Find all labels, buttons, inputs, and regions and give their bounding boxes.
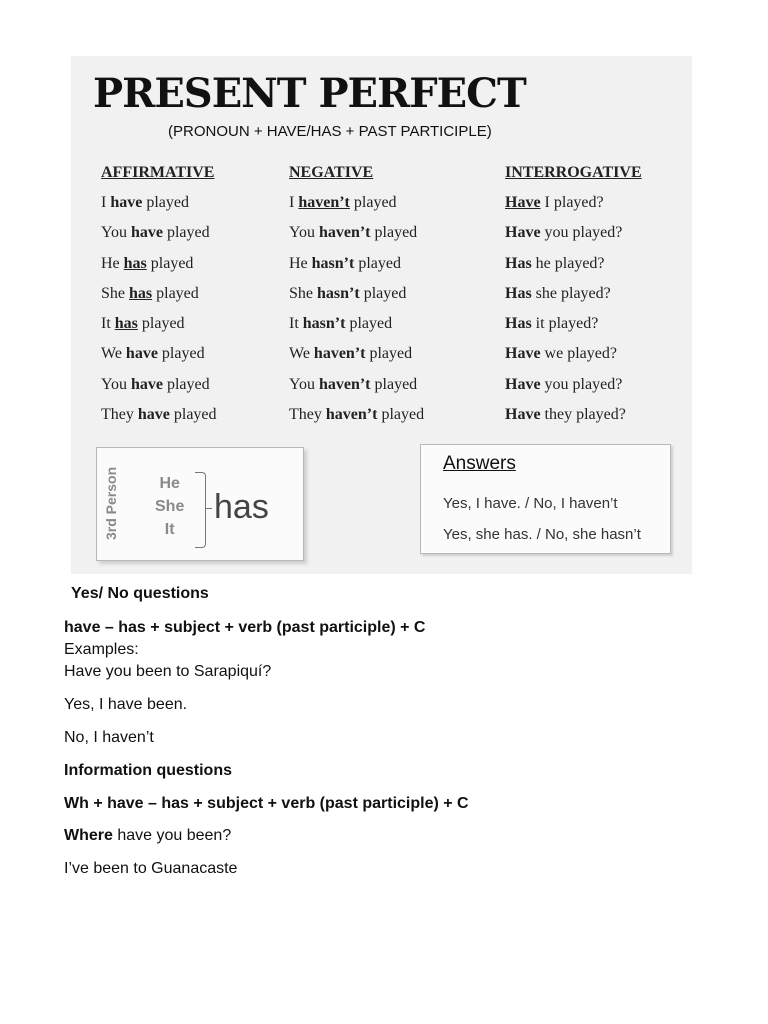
subject-text: They (101, 406, 138, 424)
chart-formula: (PRONOUN + HAVE/HAS + PAST PARTICIPLE) (168, 123, 492, 140)
rest-text: played (162, 224, 210, 242)
subject-text: You (101, 224, 131, 242)
rest-text: played (162, 375, 210, 393)
present-perfect-chart (71, 56, 692, 574)
third-person-label: 3rd Person (103, 466, 119, 540)
answers-box (420, 444, 671, 554)
verb-text: haven’t (313, 345, 366, 363)
rest-text: he played? (531, 254, 605, 272)
info-questions-heading: Information questions (64, 762, 232, 779)
subject-text: You (289, 224, 319, 242)
rest-text: played (359, 284, 407, 302)
negative-row (289, 405, 424, 435)
pronoun-she: She (155, 498, 185, 515)
verb-text: have (130, 224, 163, 242)
interrogative-row (505, 254, 642, 284)
affirmative-column (101, 163, 217, 435)
rest-text: I played? (540, 194, 604, 211)
subject-text: She (289, 284, 317, 302)
third-person-verb: has (214, 488, 269, 526)
verb-text: Has (505, 315, 532, 333)
rest-text: played (157, 345, 205, 363)
subject-text: It (101, 315, 115, 333)
subject-text: I (101, 194, 111, 211)
negative-column (289, 163, 424, 435)
rest-text: they played? (540, 406, 626, 424)
subject-text: They (289, 406, 326, 424)
rest-text: played (146, 254, 194, 272)
interrogative-row (505, 344, 642, 374)
answer-line-1: Yes, I have. / No, I haven’t (443, 495, 618, 512)
affirmative-row (101, 193, 217, 223)
verb-text: Have (505, 375, 541, 393)
example-no-answer: No, I haven’t (64, 729, 154, 746)
verb-text: have (110, 194, 143, 211)
yes-no-formula-main: have – has + subject + verb (past participle) + (64, 619, 414, 636)
verb-text: hasn’t (317, 284, 360, 302)
where-word: Where (64, 827, 113, 844)
example-yes-answer: Yes, I have been. (64, 696, 188, 713)
interrogative-row (505, 223, 642, 253)
verb-text: Has (505, 254, 532, 272)
examples-label: Examples: (64, 641, 139, 658)
rest-text: played (345, 315, 393, 333)
negative-header: NEGATIVE (289, 164, 374, 181)
verb-text: Have (505, 194, 541, 211)
subject-text: I (289, 194, 299, 211)
negative-row (289, 375, 424, 405)
chart-title: PRESENT PERFECT (93, 70, 526, 117)
subject-text: He (101, 254, 124, 272)
verb-text: have (125, 345, 158, 363)
where-answer: I’ve been to Guanacaste (64, 860, 238, 877)
interrogative-row (505, 375, 642, 405)
verb-text: has (114, 315, 138, 333)
third-person-box (96, 447, 304, 561)
interrogative-row (505, 193, 642, 223)
affirmative-row (101, 344, 217, 374)
rest-text: played (354, 254, 401, 272)
rest-text: played (370, 375, 418, 393)
rest-text: played (365, 345, 413, 363)
verb-text: Has (505, 284, 532, 302)
negative-row (289, 193, 424, 223)
verb-text: has (123, 254, 147, 272)
bracket-tick (206, 508, 212, 509)
subject-text: You (289, 375, 319, 393)
subject-text: She (101, 284, 129, 302)
interrogative-row (505, 314, 642, 344)
verb-text: have (137, 406, 170, 424)
third-person-pronouns (155, 472, 184, 541)
rest-text: it played? (531, 315, 599, 333)
subject-text: You (101, 375, 131, 393)
subject-text: It (289, 315, 303, 333)
affirmative-row (101, 375, 217, 405)
example-question: Have you been to Sarapiquí? (64, 663, 272, 680)
affirmative-row (101, 284, 217, 314)
where-rest: have you been? (112, 827, 232, 844)
answers-title: Answers (443, 453, 516, 474)
affirmative-row (101, 223, 217, 253)
verb-text: has (129, 284, 153, 302)
info-formula: Wh + have – has + subject + verb (past participle) + C (64, 795, 469, 812)
rest-text: she played? (531, 284, 611, 302)
yes-no-heading: Yes/ No questions (71, 585, 209, 602)
subject-text: He (289, 254, 312, 272)
pronoun-it: It (164, 521, 175, 538)
rest-text: played (142, 194, 189, 211)
rest-text: you played? (540, 224, 623, 242)
negative-row (289, 314, 424, 344)
verb-text: Have (505, 224, 541, 242)
rest-text: played (137, 315, 185, 333)
rest-text: you played? (540, 375, 623, 393)
negative-row (289, 344, 424, 374)
rest-text: we played? (540, 345, 617, 363)
verb-text: haven’t (298, 194, 350, 211)
verb-text: haven’t (318, 375, 371, 393)
subject-text: We (289, 345, 314, 363)
where-question (64, 827, 231, 845)
rest-text: played (152, 284, 199, 302)
rest-text: played (349, 194, 397, 211)
subject-text: We (101, 345, 126, 363)
affirmative-header: AFFIRMATIVE (101, 164, 215, 181)
affirmative-row (101, 314, 217, 344)
verb-text: hasn’t (302, 315, 346, 333)
interrogative-row (505, 284, 642, 314)
interrogative-column (505, 163, 642, 435)
yes-no-formula-c: C (413, 619, 426, 636)
negative-row (289, 284, 424, 314)
pronoun-he: He (159, 475, 180, 492)
affirmative-row (101, 405, 217, 435)
verb-text: haven’t (318, 224, 371, 242)
rest-text: played (377, 406, 425, 424)
negative-row (289, 223, 424, 253)
answer-line-2: Yes, she has. / No, she hasn’t (443, 526, 641, 543)
verb-text: hasn’t (311, 254, 355, 272)
verb-text: Have (505, 345, 541, 363)
affirmative-row (101, 254, 217, 284)
verb-text: Have (505, 406, 541, 424)
yes-no-formula (64, 619, 425, 637)
bracket-shape (195, 472, 206, 548)
interrogative-header: INTERROGATIVE (505, 164, 642, 181)
rest-text: played (169, 406, 217, 424)
verb-text: have (130, 375, 163, 393)
rest-text: played (370, 224, 418, 242)
verb-text: haven’t (325, 406, 378, 424)
negative-row (289, 254, 424, 284)
interrogative-row (505, 405, 642, 435)
